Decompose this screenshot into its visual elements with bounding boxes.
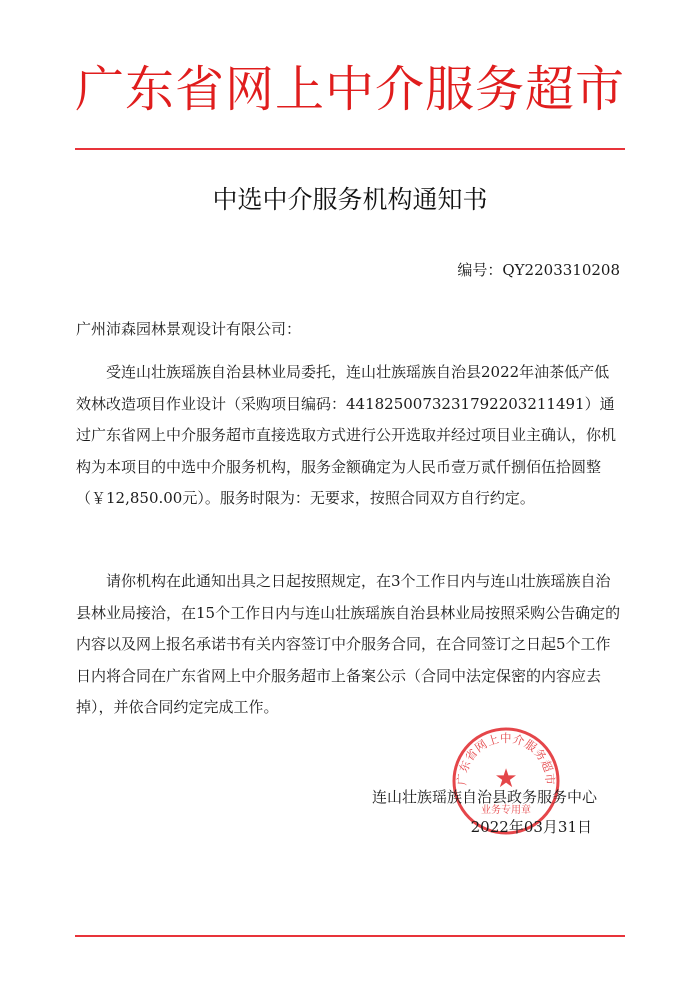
seal-ring-text: 广东省网上中介服务超市 [454, 731, 558, 786]
body-paragraph-2: 请你机构在此通知出具之日起按照规定，在3个工作日内与连山壮族瑶族自治县林业局接洽，在15个工作日内与连山壮族瑶族自治县林业局按照采购公告确定的内容以及网上报名承诺书有关内容签订中介服务合同，在合同签订之日起5个工作日内将合同在广东省网上中介服务超市上备案公示（合同中法定保密的内容应去掉），并依合同约定完成工作。 [76, 572, 621, 716]
seal-center-text: 业务专用章 [481, 805, 531, 816]
seal-star-icon: ★ [494, 764, 518, 794]
document-number: 编号：QY2203310208 [457, 261, 620, 279]
masthead-title: 广东省网上中介服务超市 [74, 61, 625, 118]
addressee: 广州沛森园林景观设计有限公司： [76, 320, 302, 338]
body-paragraph-1: 受连山壮族瑶族自治县林业局委托，连山壮族瑶族自治县2022年油茶低产低效林改造项目作业设计（采购项目编码：441825007323179220321149​1）通过广东省网上中介服务超市直接选取方式进行公开选取并经过项目业主确认，你机构为本项目的中选中介服务机构，服务金额确定为人民币壹万贰仟捌佰伍拾圆整（￥12,850.00元）。服务时限为：无要求，按照合同双方自行约定。 [76, 363, 617, 507]
header-divider [75, 148, 625, 150]
issuer-name: 连山壮族瑶族自治县政务服务中心 [371, 788, 597, 806]
issue-date: 2022年03月31日 [470, 818, 592, 836]
footer-divider [75, 935, 625, 937]
document-title: 中选中介服务机构通知书 [212, 185, 488, 214]
